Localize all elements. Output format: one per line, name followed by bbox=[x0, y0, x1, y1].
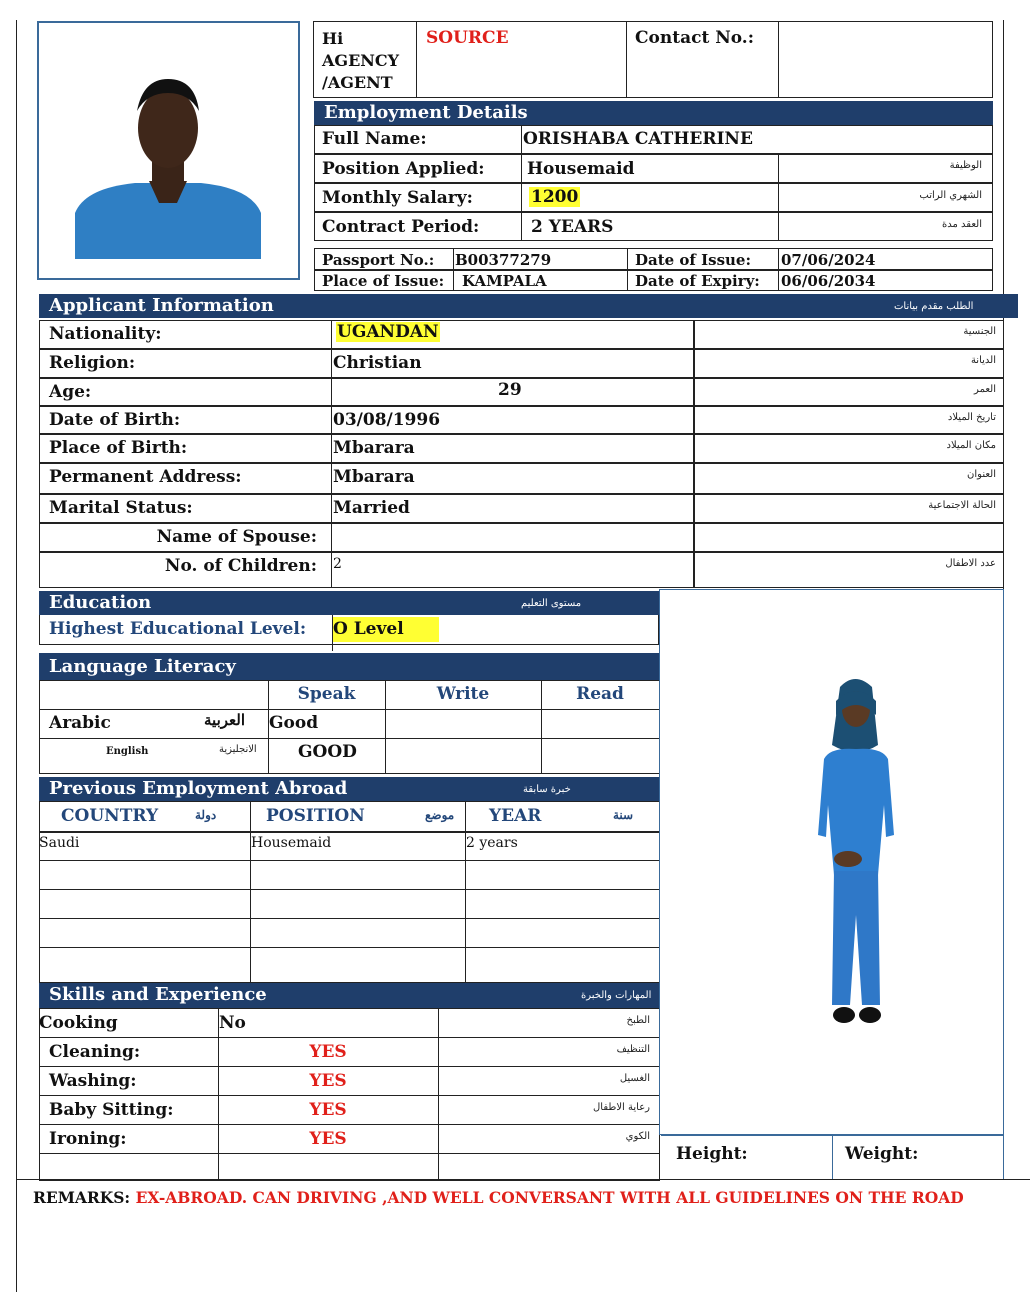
language-english-label: English bbox=[106, 746, 149, 757]
previous-col-header: YEAR bbox=[489, 806, 542, 826]
applicant-ar: عدد الاطفال bbox=[945, 558, 996, 569]
applicant-title-ar: الطلب مقدم بيانات bbox=[894, 301, 974, 312]
skill-label: Cleaning: bbox=[49, 1042, 141, 1062]
applicant-ar: مكان الميلاد bbox=[946, 440, 996, 451]
education-level-label: Highest Educational Level: bbox=[49, 619, 307, 639]
skill-ar: التنظيف bbox=[616, 1044, 650, 1055]
salary-label: Monthly Salary: bbox=[322, 188, 473, 208]
skill-value: YES bbox=[309, 1129, 347, 1149]
skill-value: YES bbox=[309, 1071, 347, 1091]
applicant-divider bbox=[331, 378, 332, 406]
contact-value-cell bbox=[778, 21, 993, 98]
applicant-label: Age: bbox=[49, 382, 92, 402]
language-arabic-ar: العربية bbox=[204, 711, 245, 729]
skill-label: Ironing: bbox=[49, 1129, 127, 1149]
applicant-value: Mbarara bbox=[333, 467, 415, 487]
weight-label: Weight: bbox=[845, 1144, 919, 1164]
applicant-label: Name of Spouse: bbox=[156, 527, 317, 547]
previous-cell bbox=[465, 918, 660, 948]
previous-header-divider bbox=[250, 801, 251, 832]
issue-date: 07/06/2024 bbox=[781, 251, 876, 269]
language-english-ar: الانجليزية bbox=[219, 744, 257, 755]
skill-label: Baby Sitting: bbox=[49, 1100, 174, 1120]
salary-value: 1200 bbox=[531, 187, 579, 207]
position-label: Position Applied: bbox=[322, 159, 485, 179]
passport-divider-3 bbox=[778, 248, 779, 291]
previous-cell bbox=[465, 889, 660, 919]
language-english-speak: GOOD bbox=[298, 742, 357, 762]
skill-ar: الغسيل bbox=[619, 1073, 650, 1084]
applicant-ar: الجنسية bbox=[963, 326, 996, 337]
passport-divider-2 bbox=[627, 248, 628, 291]
applicant-row bbox=[39, 378, 694, 406]
applicant-divider bbox=[331, 494, 332, 523]
previous-col-header-ar: موضع bbox=[425, 808, 455, 822]
skill-value: YES bbox=[309, 1042, 347, 1062]
applicant-divider bbox=[331, 406, 332, 434]
applicant-ar: الحالة الاجتماعية bbox=[928, 500, 996, 511]
remarks bbox=[33, 1188, 964, 1207]
issue-place: KAMPALA bbox=[462, 272, 547, 290]
language-arabic-speak: Good bbox=[269, 713, 319, 733]
applicant-divider bbox=[331, 349, 332, 378]
position-value: Housemaid bbox=[527, 159, 635, 179]
language-col-header: Read bbox=[576, 684, 624, 704]
previous-cell bbox=[250, 860, 466, 890]
height-label: Height: bbox=[676, 1144, 748, 1164]
skills-header bbox=[39, 983, 659, 1008]
passport-photo-frame bbox=[37, 21, 300, 280]
skill-label: Washing: bbox=[49, 1071, 137, 1091]
skills-cell bbox=[39, 1153, 219, 1181]
page-left-border bbox=[16, 20, 17, 1292]
applicant-label: Date of Birth: bbox=[49, 410, 181, 430]
applicant-header bbox=[39, 294, 1018, 318]
applicant-divider bbox=[331, 434, 332, 463]
previous-cell bbox=[39, 947, 251, 983]
applicant-value: 2 bbox=[333, 556, 342, 572]
previous-title: Previous Employment Abroad bbox=[49, 778, 348, 799]
applicant-ar: العمر bbox=[974, 384, 996, 395]
language-col-header: Write bbox=[436, 684, 490, 704]
full-name-label: Full Name: bbox=[322, 129, 427, 149]
applicant-value: Mbarara bbox=[333, 438, 415, 458]
applicant-label: Marital Status: bbox=[49, 498, 193, 518]
skill-label: Cooking bbox=[39, 1013, 118, 1033]
previous-cell bbox=[465, 947, 660, 983]
language-cell bbox=[541, 738, 660, 774]
education-level: O Level bbox=[333, 617, 439, 642]
language-cell bbox=[385, 738, 542, 774]
previous-col-header: COUNTRY bbox=[61, 806, 159, 826]
previous-cell bbox=[250, 918, 466, 948]
applicant-value: 29 bbox=[498, 380, 522, 400]
passport-no: B00377279 bbox=[455, 251, 552, 269]
applicant-label: Place of Birth: bbox=[49, 438, 188, 458]
skill-value: No bbox=[219, 1013, 246, 1033]
applicant-ar: تاريخ الميلاد bbox=[947, 412, 996, 423]
applicant-divider bbox=[331, 463, 332, 494]
full-name-value: ORISHABA CATHERINE bbox=[523, 129, 753, 149]
previous-cell bbox=[250, 889, 466, 919]
applicant-value: Christian bbox=[333, 353, 422, 373]
skills-title: Skills and Experience bbox=[49, 984, 267, 1005]
passport-no-label: Passport No.: bbox=[322, 251, 435, 269]
applicant-label: Permanent Address: bbox=[49, 467, 242, 487]
full-body-photo bbox=[800, 675, 910, 1035]
position-ar: الوظيفة bbox=[949, 160, 982, 171]
previous-position: Housemaid bbox=[251, 835, 332, 851]
applicant-label: Religion: bbox=[49, 353, 136, 373]
skill-ar: الطبخ bbox=[626, 1015, 650, 1026]
expiry-date-label: Date of Expiry: bbox=[635, 272, 760, 290]
applicant-value: Married bbox=[333, 498, 410, 518]
salary-ar: الشهري الراتب bbox=[919, 190, 982, 201]
passport-divider-1 bbox=[453, 248, 454, 291]
applicant-ar: الديانة bbox=[970, 355, 996, 366]
previous-cell bbox=[39, 860, 251, 890]
contract-value: 2 YEARS bbox=[531, 217, 614, 237]
language-cell bbox=[541, 709, 660, 739]
skills-cell bbox=[218, 1153, 439, 1181]
previous-header-divider bbox=[465, 801, 466, 832]
agency-label: Hi AGENCY /AGENT bbox=[322, 29, 400, 92]
remarks-top-border bbox=[16, 1179, 1030, 1180]
previous-col-header: POSITION bbox=[266, 806, 365, 826]
contract-ar: العقد مدة bbox=[942, 219, 982, 230]
remarks-text: EX-ABROAD. CAN DRIVING ,AND WELL CONVERSANT WITH ALL GUIDELINES ON THE ROAD bbox=[135, 1188, 964, 1207]
applicant-divider bbox=[331, 552, 332, 588]
previous-title-ar: خبرة سابقة bbox=[523, 784, 571, 795]
applicant-divider bbox=[331, 320, 332, 349]
language-col-header: Speak bbox=[297, 684, 356, 704]
education-title: Education bbox=[49, 592, 152, 613]
previous-cell bbox=[250, 947, 466, 983]
language-header: Language Literacy bbox=[39, 653, 659, 680]
expiry-date: 06/06/2034 bbox=[781, 272, 876, 290]
applicant-ar: العنوان bbox=[967, 469, 996, 480]
passport-photo bbox=[39, 23, 298, 278]
skills-title-ar: المهارات والخبرة bbox=[581, 990, 652, 1001]
education-header bbox=[39, 591, 659, 615]
applicant-value: 03/08/1996 bbox=[333, 410, 441, 430]
applicant-value: UGANDAN bbox=[337, 322, 439, 342]
skill-value: YES bbox=[309, 1100, 347, 1120]
applicant-ar-cell bbox=[694, 523, 1004, 552]
language-cell bbox=[39, 680, 269, 710]
previous-col-header-ar: سنة bbox=[613, 808, 634, 822]
skills-cell bbox=[438, 1153, 660, 1181]
language-arabic-label: Arabic bbox=[49, 713, 111, 733]
applicant-label: Nationality: bbox=[49, 324, 162, 344]
skill-ar: رعاية الاطفال bbox=[593, 1102, 650, 1113]
previous-cell bbox=[465, 860, 660, 890]
education-title-ar: مستوى التعليم bbox=[521, 598, 582, 609]
previous-cell bbox=[39, 889, 251, 919]
employment-header: Employment Details bbox=[314, 101, 993, 125]
skills-cell bbox=[218, 1008, 439, 1038]
contract-label: Contract Period: bbox=[322, 217, 480, 237]
previous-cell bbox=[39, 918, 251, 948]
skill-ar: الكوي bbox=[625, 1131, 650, 1142]
contact-label: Contact No.: bbox=[635, 28, 754, 48]
applicant-title: Applicant Information bbox=[49, 295, 274, 316]
language-cell bbox=[385, 709, 542, 739]
issue-place-label: Place of Issue: bbox=[322, 272, 445, 290]
applicant-divider bbox=[331, 523, 332, 552]
source-label: SOURCE bbox=[426, 28, 509, 48]
previous-year: 2 years bbox=[466, 835, 518, 851]
remarks-label: REMARKS: bbox=[33, 1188, 131, 1207]
previous-col-header-ar: دولة bbox=[195, 808, 217, 822]
previous-header bbox=[39, 777, 659, 801]
issue-date-label: Date of Issue: bbox=[635, 251, 751, 269]
applicant-label: No. of Children: bbox=[164, 556, 317, 576]
previous-country: Saudi bbox=[39, 835, 80, 851]
